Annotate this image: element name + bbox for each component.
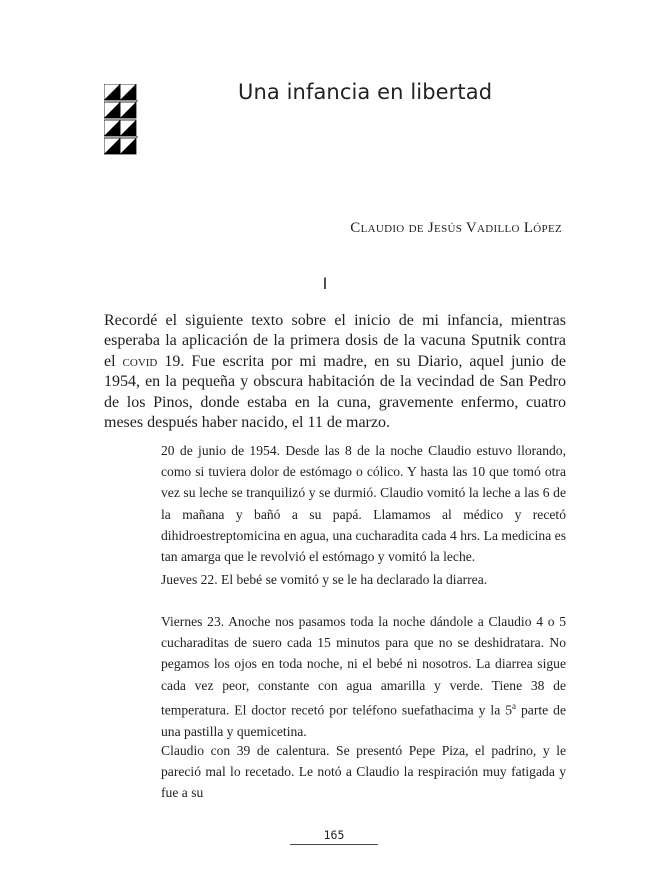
diary-entry-june-20: 20 de junio de 1954. Desde las 8 de la noche Claudio estuvo llorando, como si tuviera dolor de estómago o cólico. Y hasta las 10 que tomó otra vez su leche se tranquilizó y se durmió. Claudio vomitó la leche a las 6 de la mañana y bañó a su papá. Llamamos al médico y recetó dihidroestreptomicina en agua, una cucharadita cada 4 hrs. La medicina es tan amarga que le revolvió el estómago y vomitó la leche. <box>161 443 566 565</box>
diary-entry-jueves-22: Jueves 22. El bebé se vomitó y se le ha declarado la diarrea. <box>161 572 488 587</box>
intro-text-end: 19. Fue escrita por mi madre, en su Diario, aquel junio de 1954, en la pequeña y obscura habitación de la vecindad de San Pedro de los Pinos, donde estaba en la cuna, gravemente enfermo, cuatro meses después haber nacido, el 11 de marzo. <box>104 352 567 432</box>
page-number: 165 <box>290 828 378 845</box>
diary-entry-calentura: Claudio con 39 de calentura. Se presentó Pepe Piza, el padrino, y le pareció mal lo recetado. Le notó a Claudio la respiración muy fatigada y fue a su <box>161 743 566 801</box>
chapter-title: Una infancia en libertad <box>238 80 493 104</box>
ordinal-superscript: a <box>512 700 517 711</box>
section-number: I <box>322 274 328 293</box>
decorative-triangle-grid-icon <box>104 84 138 156</box>
intro-paragraph <box>104 311 566 433</box>
intro-text-start: Recordé el siguiente texto sobre el inicio de mi infancia, mientras esperaba la aplicación de la primera dosis de la vacuna Sputnik contra el <box>104 312 566 370</box>
covid-acronym: covid <box>122 352 158 370</box>
diary-entry-text: Viernes 23. Anoche nos pasamos toda la noche dándole a Claudio 4 o 5 cucharaditas de suero cada 15 minutos para que no se deshidratara. No pegamos los ojos en toda noche, ni el bebé ni nosotros. La diarrea sigue cada vez peor, constante con agua amarilla y verde. Tiene 38 de temperatura. El doctor recetó por teléfono suefathacima y la 5 <box>161 614 566 718</box>
author-name: Claudio de Jesús Vadillo López <box>350 220 562 236</box>
diary-entry-text-end: parte de una pastilla y quemicetina. <box>161 702 566 739</box>
diary-entry-viernes-23 <box>161 611 566 742</box>
